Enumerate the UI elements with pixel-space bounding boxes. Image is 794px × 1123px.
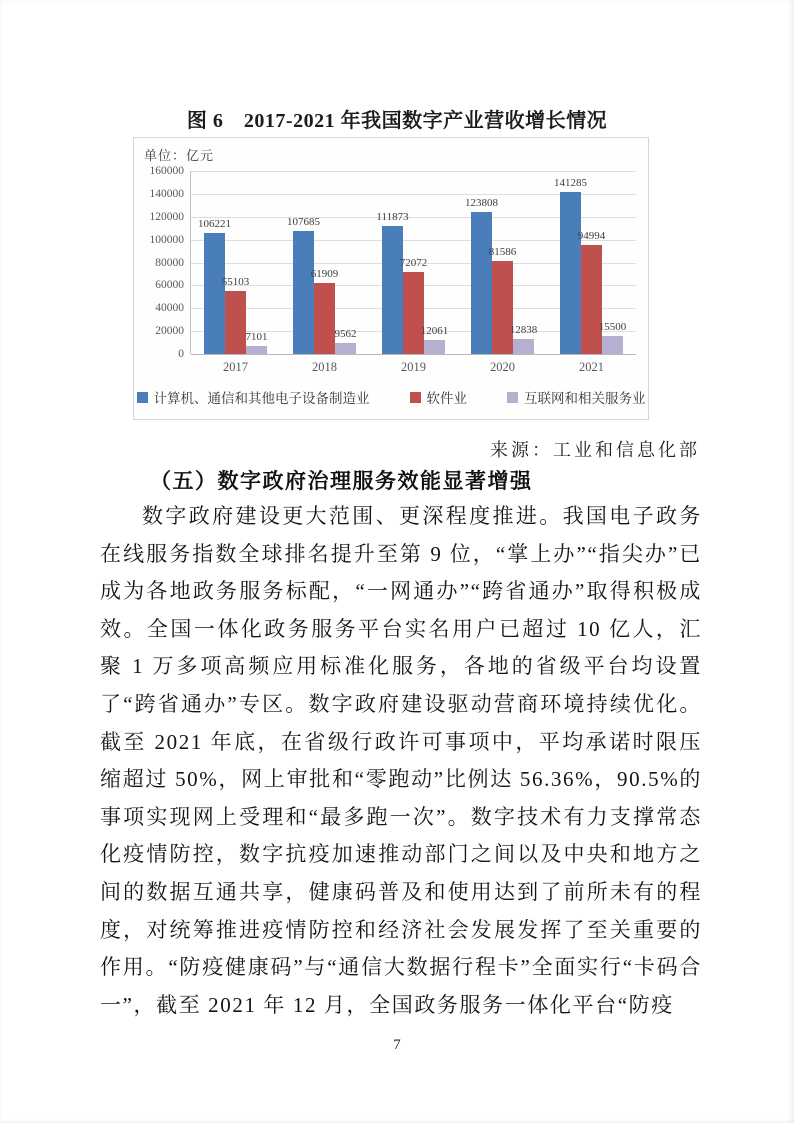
bar — [221, 275, 250, 354]
x-tick-label: 2017 — [223, 360, 248, 374]
bar — [399, 256, 428, 354]
section-heading: （五）数字政府治理服务效能显著增强 — [150, 469, 533, 493]
bar-value-label: 12061 — [420, 325, 449, 338]
y-tick-label: 160000 — [149, 165, 184, 177]
x-tick-label: 2020 — [490, 360, 515, 374]
bar — [245, 330, 268, 354]
bar — [287, 215, 320, 354]
figure-title: 图 6 2017-2021 年我国数字产业营收增长情况 — [186, 110, 608, 132]
legend-item — [410, 387, 468, 407]
legend-item — [137, 387, 370, 407]
bar-value-label: 61909 — [310, 268, 339, 281]
bar-chart — [133, 137, 649, 420]
bar — [598, 321, 627, 354]
x-axis-labels — [191, 360, 636, 375]
legend-item — [507, 387, 646, 407]
bar-value-label: 111873 — [376, 211, 409, 224]
bar — [198, 217, 231, 354]
bar — [577, 230, 606, 354]
x-tick-label: 2021 — [579, 360, 604, 374]
legend-swatch-icon — [507, 392, 518, 403]
y-tick-label: 60000 — [155, 279, 184, 292]
bar-value-label: 94994 — [577, 230, 606, 243]
y-tick-label: 100000 — [149, 233, 184, 246]
bar — [509, 324, 538, 354]
bar-value-label: 123808 — [465, 197, 498, 210]
bar — [310, 268, 339, 354]
bar-value-label: 72072 — [399, 256, 428, 269]
y-tick-label: 140000 — [149, 187, 184, 200]
body-paragraph: 数字政府建设更大范围、更深程度推进。我国电子政务在线服务指数全球排名提升至第 9 位，“掌上办”“指尖办”已成为各地政务服务标配，“一网通办”“跨省通办”取得积极成效。全国一体化政务服务平台实名用户已超过 10 亿人，汇聚 1 万多项高频应用标准化服务，各地的省级平台均设置了“跨省通办”专区。数字政府建设驱动营商环境持续优化。截至 2021 年底，在省级行政许可事项中，平均承诺时限压缩超过 50%，网上审批和“零跑动”比例达 56.36%，90.5%的事项实现网上受理和“最多跑一次”。数字技术有力支撑常态化疫情防控，数字抗疫加速推动部门之间以及中央和地方之间的数据互通共享，健康码普及和使用达到了前所未有的程度，对统筹推进疫情防控和经济社会发展发挥了至关重要的作用。“防疫健康码”与“通信大数据行程卡”全面实行“卡码合一”，截至 2021 年 12 月，全国政务服务一体化平台“防疫 — [100, 504, 702, 1017]
bar-value-label: 9562 — [334, 328, 357, 341]
x-tick-label: 2018 — [312, 360, 337, 374]
plot-area — [149, 165, 636, 360]
bar — [488, 245, 517, 354]
legend-label: 计算机、通信和其他电子设备制造业 — [153, 391, 370, 406]
bar-group — [458, 171, 547, 354]
y-tick-label: 0 — [178, 348, 184, 360]
bar — [334, 328, 357, 354]
bar-value-label: 81586 — [488, 245, 517, 258]
bar-group — [280, 171, 369, 354]
bar-value-label: 141285 — [554, 177, 587, 190]
y-tick-label: 80000 — [155, 256, 184, 269]
y-tick-label: 120000 — [149, 210, 184, 223]
bar-group — [547, 171, 636, 354]
bar — [420, 325, 449, 354]
bar-value-label: 107685 — [287, 215, 320, 228]
bar-value-label: 55103 — [221, 275, 250, 288]
bar-value-label: 106221 — [198, 217, 231, 230]
y-tick-label: 20000 — [155, 325, 184, 338]
bar-group — [369, 171, 458, 354]
x-axis-line — [191, 354, 636, 355]
bar-groups — [191, 171, 636, 354]
legend-swatch-icon — [137, 392, 148, 403]
x-tick-label: 2019 — [401, 360, 426, 374]
bar — [376, 211, 409, 354]
legend-swatch-icon — [410, 392, 421, 403]
figure-source: 来源：工业和信息化部 — [490, 440, 700, 460]
bar-value-label: 15500 — [598, 321, 627, 334]
chart-unit-label: 单位：亿元 — [144, 148, 215, 163]
y-tick-label: 40000 — [155, 302, 184, 315]
bar — [554, 177, 587, 354]
bar-group — [191, 171, 280, 354]
bar-value-label: 12838 — [509, 324, 538, 337]
page-number: 7 — [393, 1037, 401, 1053]
legend-label: 互联网和相关服务业 — [524, 391, 646, 406]
chart-legend — [134, 387, 648, 407]
legend-label: 软件业 — [426, 391, 467, 406]
bar-value-label: 7101 — [245, 330, 268, 343]
bar — [465, 197, 498, 354]
